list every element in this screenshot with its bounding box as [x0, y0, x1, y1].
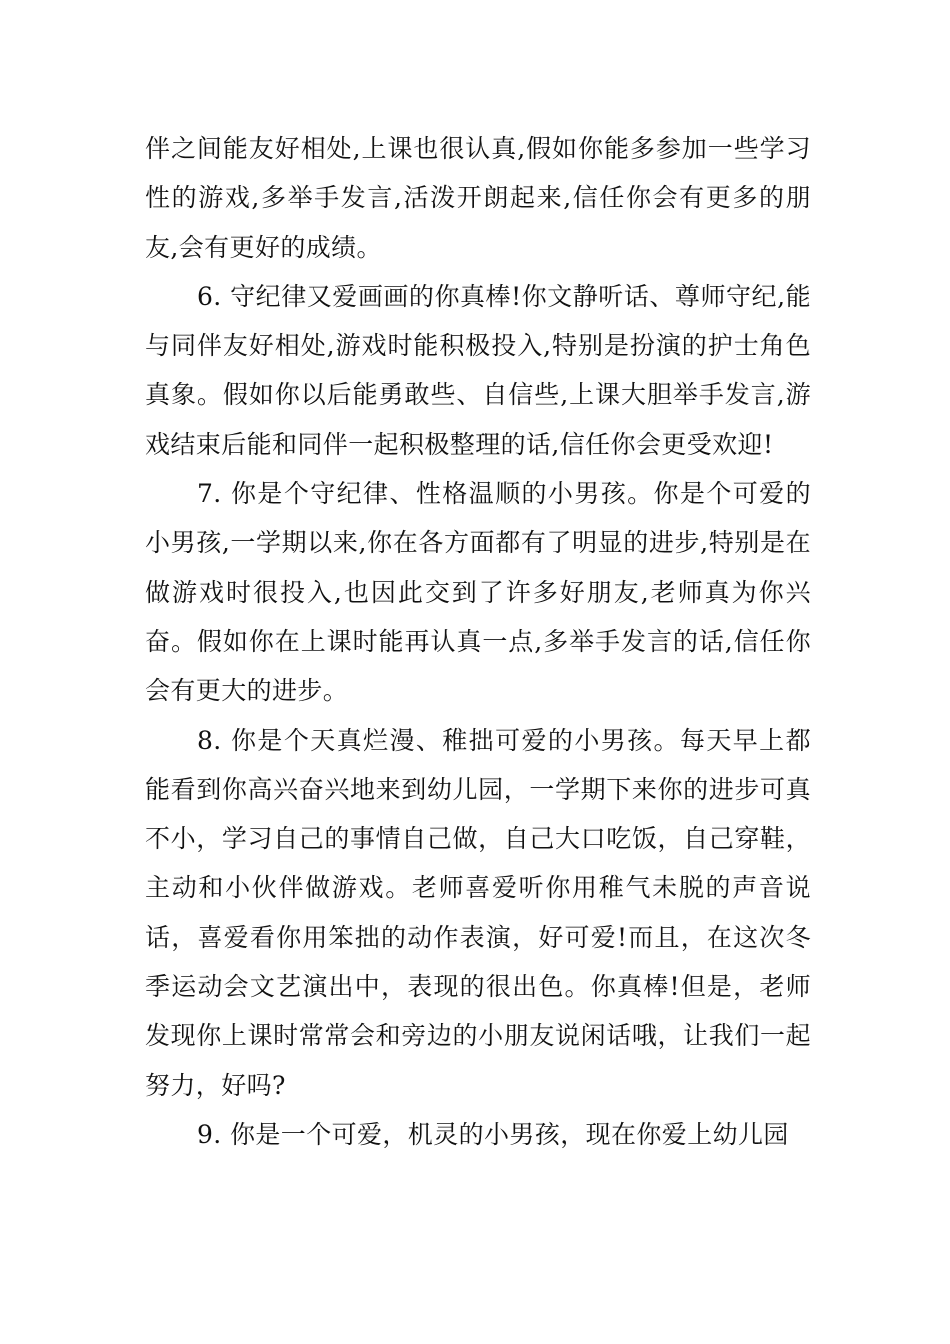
paragraph-continuation: 伴之间能友好相处,上课也很认真,假如你能多参加一些学习性的游戏,多举手发言,活泼开朗起来,信任你会有更多的朋友,会有更好的成绩。 [145, 134, 811, 262]
document-body [145, 124, 811, 1159]
paragraph-item-8: 8. 你是个天真烂漫、稚拙可爱的小男孩。每天早上都能看到你高兴奋兴地来到幼儿园，一学期下来你的进步可真不小，学习自己的事情自己做，自己大口吃饭，自己穿鞋，主动和小伙伴做游戏。老师喜爱听你用稚气未脱的声音说话，喜爱看你用笨拙的动作表演，好可爱!而且，在这次冬季运动会文艺演出中，表现的很出色。你真棒!但是，老师发现你上课时常常会和旁边的小朋友说闲话哦，让我们一起努力，好吗? [145, 725, 811, 1100]
paragraph-item-6: 6. 守纪律又爱画画的你真棒!你文静听话、尊师守纪,能与同伴友好相处,游戏时能积极投入,特别是扮演的护士角色真象。假如你以后能勇敢些、自信些,上课大胆举手发言,游戏结束后能和同伴一起积极整理的话,信任你会更受欢迎! [145, 281, 811, 459]
paragraph-item-7: 7. 你是个守纪律、性格温顺的小男孩。你是个可爱的小男孩,一学期以来,你在各方面都有了明显的进步,特别是在做游戏时很投入,也因此交到了许多好朋友,老师真为你兴奋。假如你在上课时能再认真一点,多举手发言的话,信任你会有更大的进步。 [145, 479, 811, 706]
paragraph-item-9: 9. 你是一个可爱，机灵的小男孩，现在你爱上幼儿园 [197, 1119, 789, 1149]
